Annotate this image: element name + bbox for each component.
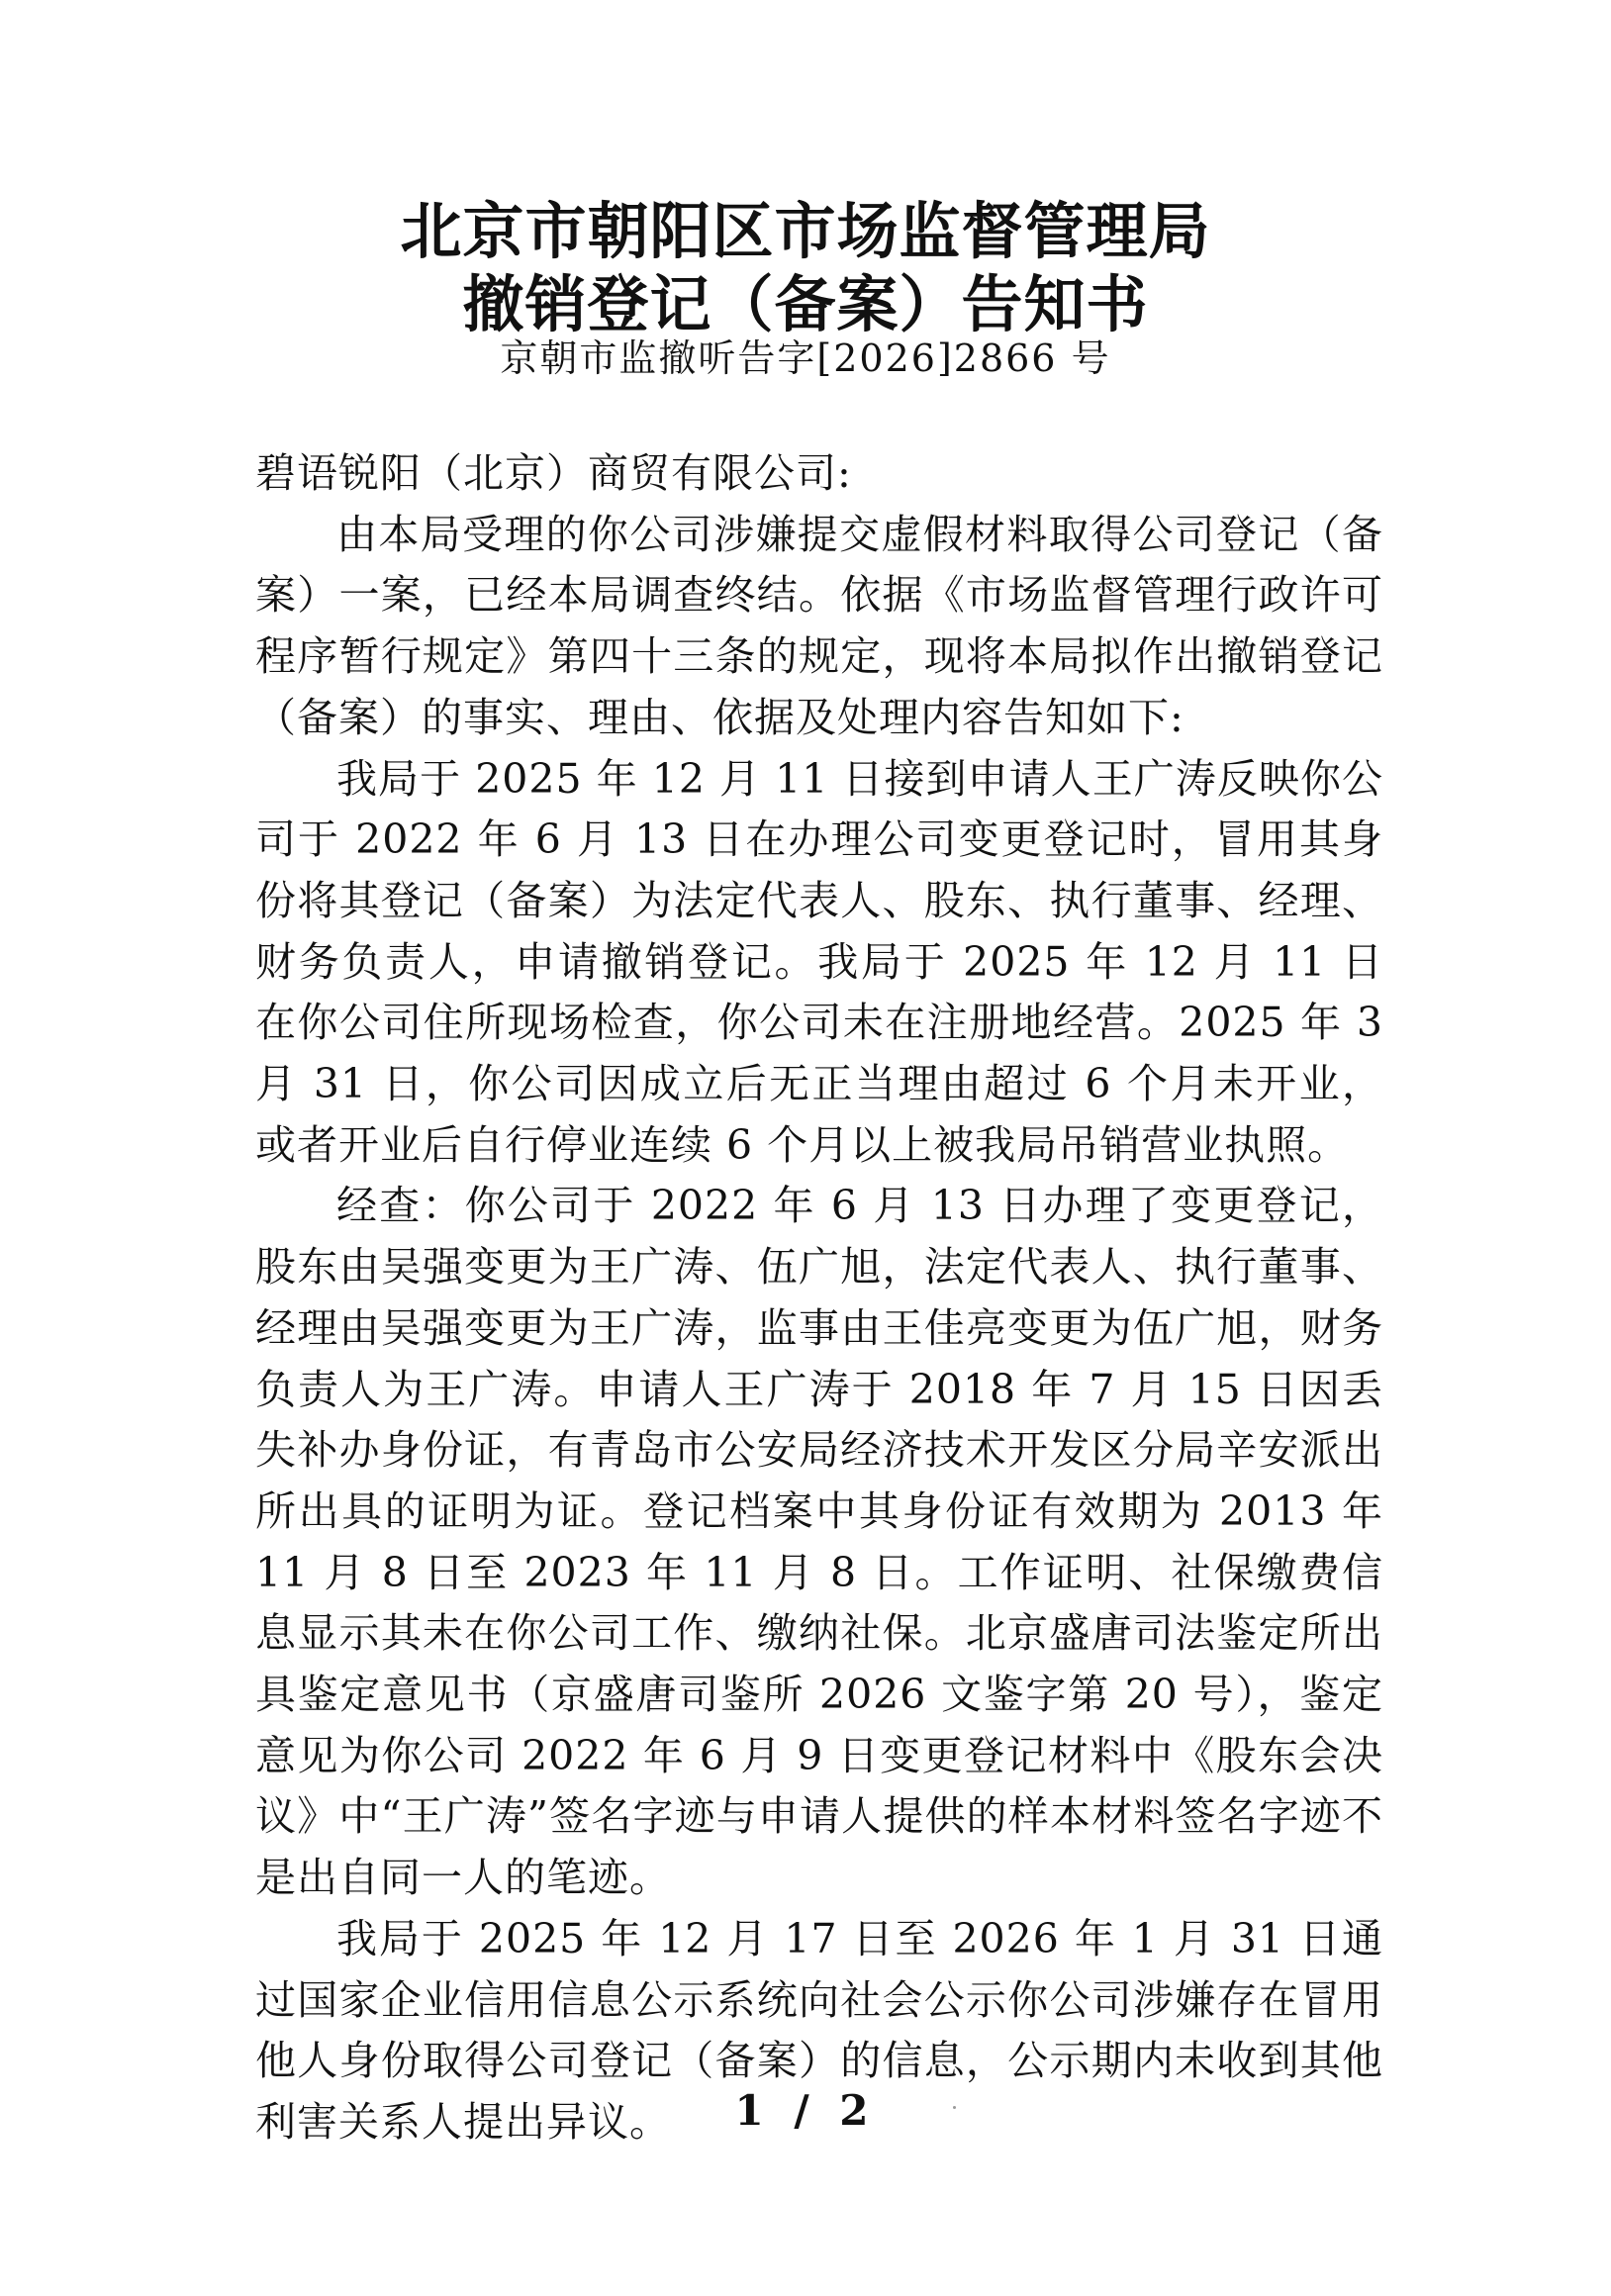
paragraph-publicity: 我局于 2025 年 12 月 17 日至 2026 年 1 月 31 日通过国家企业信用信息公示系统向社会公示你公司涉嫌存在冒用他人身份取得公司登记（备案）的信息，公示期内未收到其他利害关系人提出异议。 (255, 1914, 1383, 2146)
document-title-line2: 撤销登记（备案）告知书 (462, 268, 1149, 340)
addressee: 碧语锐阳（北京）商贸有限公司: (255, 449, 852, 497)
document-title-line1: 北京市朝阳区市场监督管理局 (400, 195, 1211, 267)
page-number: 1 / 2 (734, 2086, 877, 2135)
document-number: 京朝市监撤听告字[2026]2866 号 (500, 336, 1111, 380)
paragraph-intro: 由本局受理的你公司涉嫌提交虚假材料取得公司登记（备案）一案，已经本局调查终结。依据《市场监督管理行政许可程序暂行规定》第四十三条的规定，现将本局拟作出撤销登记（备案）的事实、理由、依据及处理内容告知如下: (255, 510, 1383, 741)
scan-speck (953, 2106, 956, 2109)
paragraph-facts: 我局于 2025 年 12 月 11 日接到申请人王广涛反映你公司于 2022 年 6 月 13 日在办理公司变更登记时，冒用其身份将其登记（备案）为法定代表人、股东、执行董事、经理、财务负责人，申请撤销登记。我局于 2025 年 12 月 11 日在你公司住所现场检查，你公司未在注册地经营。2025 年 3 月 31 日，你公司因成立后无正当理由超过 6 个月未开业，或者开业后自行停业连续 6 个月以上被我局吊销营业执照。 (255, 754, 1383, 1169)
paragraph-investigation: 经查：你公司于 2022 年 6 月 13 日办理了变更登记，股东由吴强变更为王广涛、伍广旭，法定代表人、执行董事、经理由吴强变更为王广涛，监事由王佳亮变更为伍广旭，财务负责人为王广涛。申请人王广涛于 2018 年 7 月 15 日因丢失补办身份证，有青岛市公安局经济技术开发区分局辛安派出所出具的证明为证。登记档案中其身份证有效期为 2013 年 11 月 8 日至 2023 年 11 月 8 日。工作证明、社保缴费信息显示其未在你公司工作、缴纳社保。北京盛唐司法鉴定所出具鉴定意见书（京盛唐司鉴所 2026 文鉴字第 20 号），鉴定意见为你公司 2022 年 6 月 9 日变更登记材料中《股东会决议》中“王广涛”签名字迹与申请人提供的样本材料签名字迹不是出自同一人的笔迹。 (255, 1182, 1383, 1902)
document-body (255, 443, 1383, 2153)
